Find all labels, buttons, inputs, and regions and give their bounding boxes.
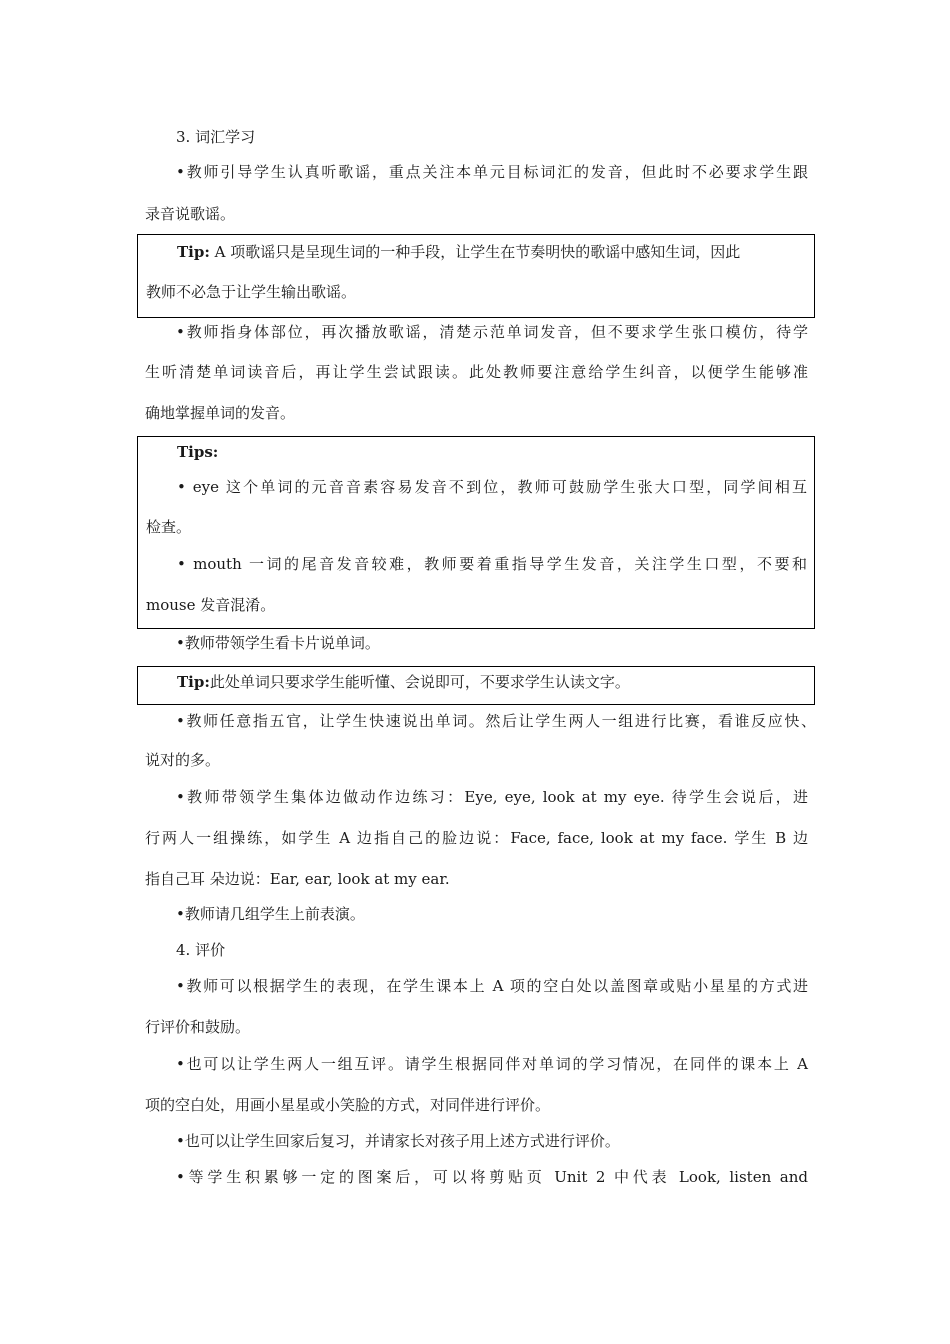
tips-bullet-line: 检查。 [146,518,192,536]
paragraph-line: 录音说歌谣。 [145,205,236,223]
paragraph-line: 行评价和鼓励。 [145,1018,251,1036]
tips-box [137,436,815,629]
tip-label: Tip: [177,673,210,691]
tip-line [177,242,807,262]
paragraph-line: 项的空白处，用画小星星或小笑脸的方式，对同伴进行评价。 [145,1096,551,1114]
tips-label: Tips: [177,443,219,461]
paragraph-line: 生听清楚单词读音后，再让学生尝试跟读。此处教师要注意给学生纠音，以便学生能够准 [145,363,808,381]
paragraph-line: •教师引导学生认真听歌谣，重点关注本单元目标词汇的发音，但此时不必要求学生跟 [176,163,808,181]
tip-text: A 项歌谣只是呈现生词的一种手段，让学生在节奏明快的歌谣中感知生词，因此 [209,243,741,261]
paragraph-line: 指自己耳 朵边说：Ear, ear, look at my ear. [145,870,450,888]
section-3-heading: 3. 词汇学习 [176,128,256,146]
tip-line: 教师不必急于让学生输出歌谣。 [146,283,357,301]
paragraph-line: •教师可以根据学生的表现，在学生课本上 A 项的空白处以盖图章或贴小星星的方式进 [176,977,808,995]
tip-box [137,234,815,318]
paragraph-line: •也可以让学生两人一组互评。请学生根据同伴对单词的学习情况，在同伴的课本上 A [176,1055,808,1073]
section-4-heading: 4. 评价 [176,941,226,959]
tip-line [177,672,630,692]
tip-box [137,666,815,705]
tip-label: Tip: [177,243,210,261]
paragraph-line: 行两人一组操练，如学生 A 边指自己的脸边说：Face, face, look at my face. 学生 B 边 [145,829,808,847]
paragraph-line: •等学生积累够一定的图案后，可以将剪贴页 Unit 2 中代表 Look, listen and [176,1168,808,1186]
paragraph-line: •教师指身体部位，再次播放歌谣，清楚示范单词发音，但不要求学生张口模仿，待学 [176,323,808,341]
paragraph-line: 说对的多。 [145,751,221,769]
tip-text: 此处单词只要求学生能听懂、会说即可，不要求学生认读文字。 [209,673,630,691]
tips-bullet-line: mouse 发音混淆。 [146,596,276,614]
tips-bullet-line: • eye 这个单词的元音音素容易发音不到位，教师可鼓励学生张大口型，同学间相互 [177,478,807,496]
paragraph-line: •教师带领学生看卡片说单词。 [176,634,380,652]
paragraph-line: •也可以让学生回家后复习，并请家长对孩子用上述方式进行评价。 [176,1132,620,1150]
paragraph-line: •教师带领学生集体边做动作边练习：Eye, eye, look at my eye. 待学生会说后，进 [176,788,808,806]
paragraph-line: 确地掌握单词的发音。 [145,404,296,422]
paragraph-line: •教师请几组学生上前表演。 [176,905,365,923]
tips-bullet-line: • mouth 一词的尾音发音较难，教师要着重指导学生发音，关注学生口型，不要和 [177,555,807,573]
paragraph-line: •教师任意指五官，让学生快速说出单词。然后让学生两人一组进行比赛，看谁反应快、 [176,712,816,730]
